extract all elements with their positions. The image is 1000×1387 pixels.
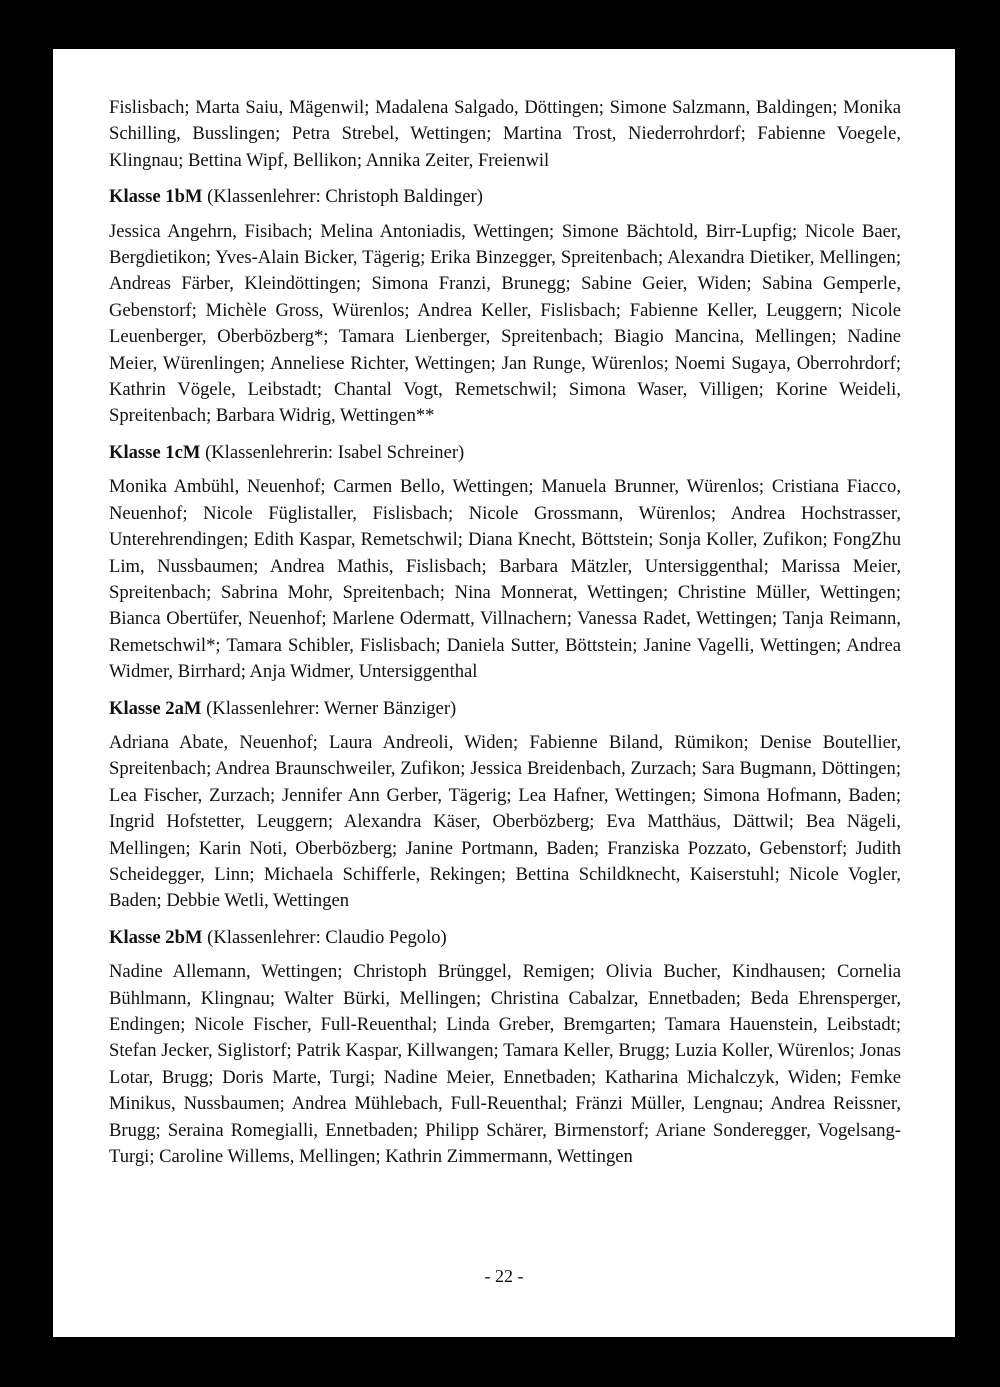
section-heading-2bM — [109, 925, 901, 951]
section-heading-2aM — [109, 696, 901, 722]
class-teacher: (Klassenlehrer: Christoph Baldinger) — [207, 186, 483, 208]
class-name: Klasse 2bM — [109, 926, 203, 948]
document-page — [53, 49, 955, 1337]
class-teacher: (Klassenlehrer: Claudio Pegolo) — [207, 926, 447, 948]
class-name: Klasse 1cM — [109, 441, 201, 463]
class-name: Klasse 2aM — [109, 697, 202, 719]
student-list-2aM: Adriana Abate, Neuenhof; Laura Andreoli, Widen; Fabienne Biland, Rümikon; Denise Boutellier, Spreitenbach; Andrea Braunschweiler, Zufikon; Jessica Breidenbach, Zurzach; Sara Bugmann, Döttingen; Lea Fischer, Zurzach; Jennifer Ann Gerber, Tägerig; Lea Hafner, Wettingen; Simona Hofmann, Baden; Ingrid Hofstetter, Leuggern; Alexandra Käser, Oberbözberg; Eva Matthäus, Dättwil; Bea Nägeli, Mellingen; Karin Noti, Oberbözberg; Janine Portmann, Baden; Franziska Pozzato, Gebenstorf; Judith Scheidegger, Linn; Michaela Schifferle, Rekingen; Bettina Schildknecht, Kaiserstuhl; Nicole Vogler, Baden; Debbie Wetli, Wettingen — [109, 731, 901, 912]
intro-paragraph: Fislisbach; Marta Saiu, Mägenwil; Madalena Salgado, Döttingen; Simone Salzmann, Baldingen; Monika Schilling, Busslingen; Petra Strebel, Wettingen; Martina Trost, Niederrohrdorf; Fabienne Voegele, Klingnau; Bettina Wipf, Bellikon; Annika Zeiter, Freienwil — [109, 97, 901, 171]
student-list-2bM: Nadine Allemann, Wettingen; Christoph Brünggel, Remigen; Olivia Bucher, Kindhausen; Cornelia Bühlmann, Klingnau; Walter Bürki, Mellingen; Christina Cabalzar, Ennetbaden; Beda Ehrensperger, Endingen; Nicole Fischer, Full-Reuenthal; Linda Greber, Bremgarten; Tamara Hauenstein, Leibstadt; Stefan Jecker, Siglistorf; Patrik Kaspar, Killwangen; Tamara Keller, Brugg; Luzia Koller, Würenlos; Jonas Lotar, Brugg; Doris Marte, Turgi; Nadine Meier, Ennetbaden; Katharina Michalczyk, Widen; Femke Minikus, Nussbaumen; Andrea Mühlebach, Full-Reuenthal; Fränzi Müller, Lengnau; Andrea Reissner, Brugg; Seraina Romegialli, Ennetbaden; Philipp Schärer, Birmenstorf; Ariane Sonderegger, Vogelsang-Turgi; Caroline Willems, Mellingen; Kathrin Zimmermann, Wettingen — [109, 961, 901, 1168]
class-teacher: (Klassenlehrer: Werner Bänziger) — [206, 697, 457, 719]
class-name: Klasse 1bM — [109, 186, 203, 208]
page-content — [109, 95, 901, 1180]
student-list-1bM: Jessica Angehrn, Fisibach; Melina Antoniadis, Wettingen; Simone Bächtold, Birr-Lupfig; Nicole Baer, Bergdietikon; Yves-Alain Bicker, Tägerig; Erika Binzegger, Spreitenbach; Alexandra Dietiker, Mellingen; Andreas Färber, Kleindöttingen; Simona Franzi, Brunegg; Sabine Geier, Widen; Sabina Gemperle, Gebenstorf; Michèle Gross, Würenlos; Andrea Keller, Fislisbach; Fabienne Keller, Leuggern; Nicole Leuenberger, Oberbözberg*; Tamara Lienberger, Spreitenbach; Biagio Mancina, Mellingen; Nadine Meier, Würenlingen; Anneliese Richter, Wettingen; Jan Runge, Würenlos; Noemi Sugaya, Oberrohrdorf; Kathrin Vögele, Leibstadt; Chantal Vogt, Remetschwil; Simona Waser, Villigen; Korine Weideli, Spreitenbach; Barbara Widrig, Wettingen** — [109, 220, 901, 427]
page-number: - 22 - — [484, 1266, 524, 1286]
section-heading-1cM — [109, 440, 901, 466]
student-list-1cM: Monika Ambühl, Neuenhof; Carmen Bello, Wettingen; Manuela Brunner, Würenlos; Cristiana Fiacco, Neuenhof; Nicole Füglistaller, Fislisbach; Nicole Grossmann, Würenlos; Andrea Hochstrasser, Unterehrendingen; Edith Kaspar, Remetschwil; Diana Knecht, Böttstein; Sonja Koller, Zufikon; FongZhu Lim, Nussbaumen; Andrea Mathis, Fislisbach; Barbara Mätzler, Untersiggenthal; Marissa Meier, Spreitenbach; Sabrina Mohr, Spreitenbach; Nina Monnerat, Wettingen; Christine Müller, Wettingen; Bianca Obertüfer, Neuenhof; Marlene Odermatt, Villnachern; Vanessa Radet, Wettingen; Tanja Reimann, Remetschwil*; Tamara Schibler, Fislisbach; Daniela Sutter, Böttstein; Janine Vagelli, Wettingen; Andrea Widmer, Birrhard; Anja Widmer, Untersiggenthal — [109, 476, 901, 683]
class-teacher: (Klassenlehrerin: Isabel Schreiner) — [205, 441, 465, 463]
section-heading-1bM — [109, 184, 901, 210]
